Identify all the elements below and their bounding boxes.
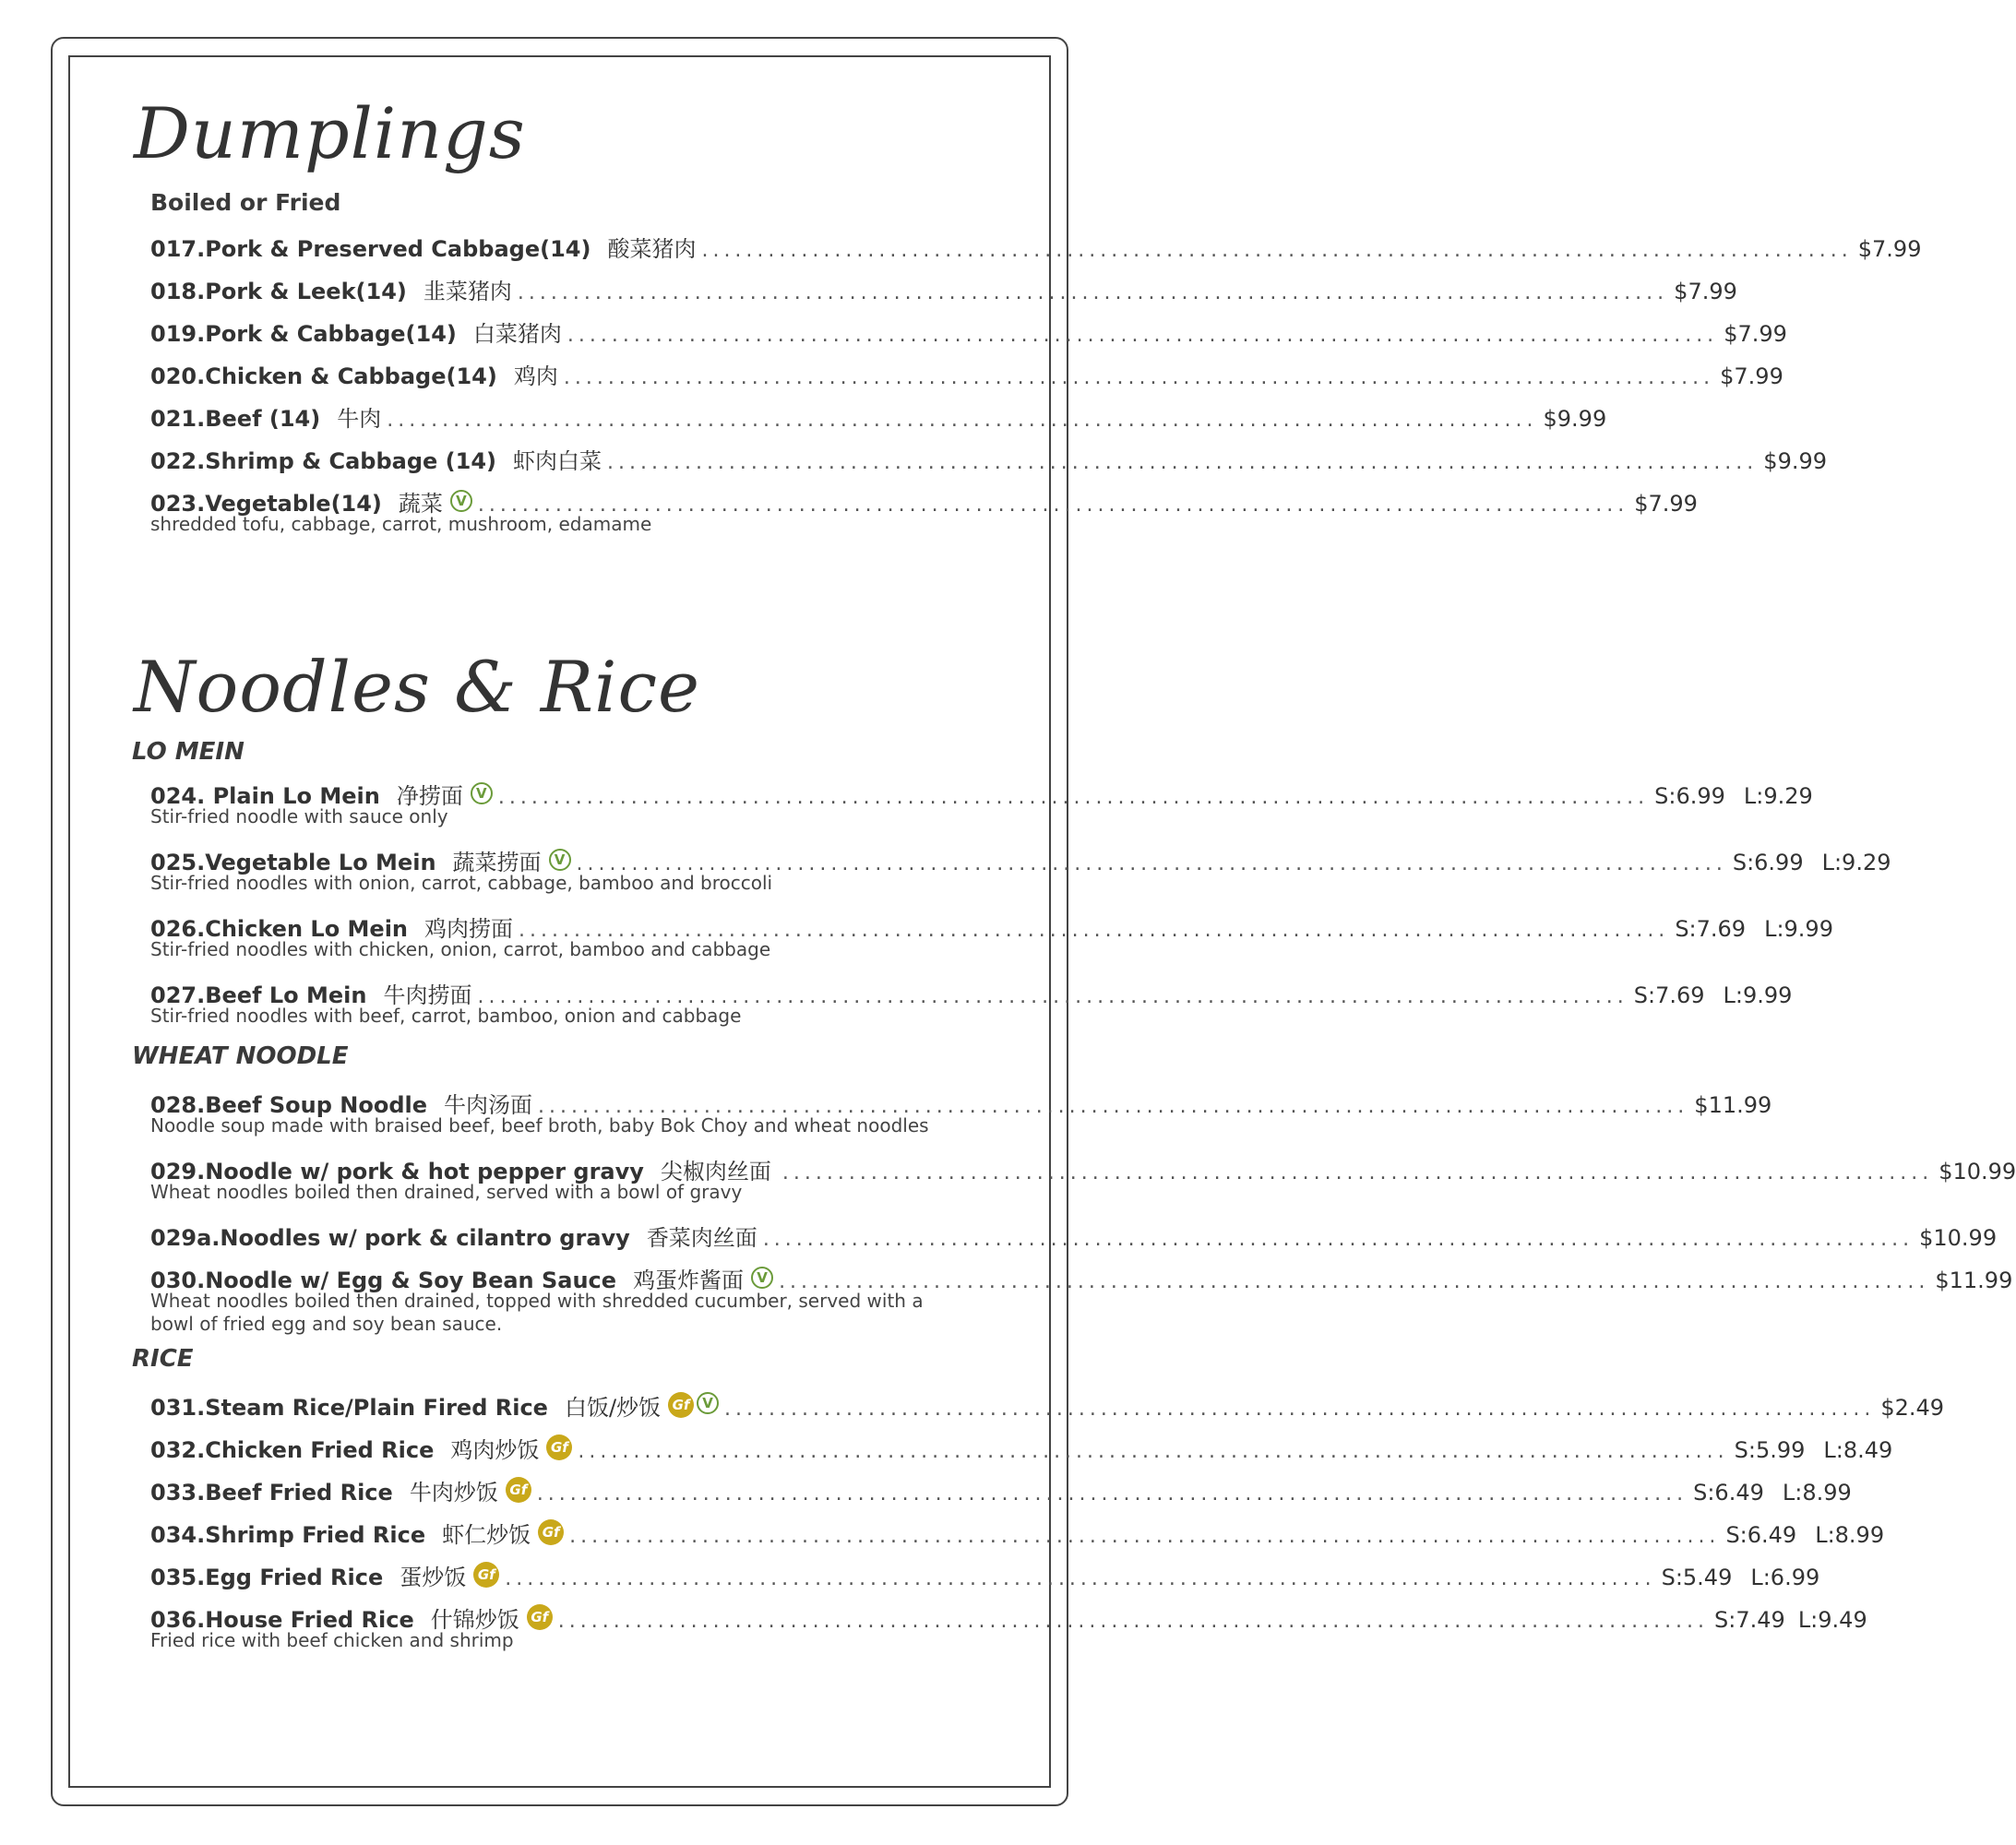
item-chinese-name: 牛肉 [337,406,382,432]
item-name: 029a.Noodles w/ pork & cilantro gravy [150,1225,630,1251]
item-chinese-name: 净捞面 [396,783,463,809]
menu-item-028 [150,1087,1772,1137]
item-price-small: S:6.49 [1693,1480,1764,1506]
item-price: $2.49 [1880,1395,1945,1421]
item-name: 022.Shrimp & Cabbage (14) [150,448,496,474]
leader-dots: ........................................................................................................ [781,1161,1934,1184]
item-price: $11.99 [1694,1092,1772,1118]
item-name: 029.Noodle w/ pork & hot pepper gravy [150,1159,644,1184]
item-price-large: L:6.99 [1750,1565,1820,1590]
leader-dots: ........................................................................................................ [557,1610,1710,1633]
leader-dots: ........................................................................................................ [607,451,1759,474]
dumplings-title: Dumplings [134,92,526,174]
leader-dots: ........................................................................................................ [779,1270,1930,1293]
item-price-small: S:5.49 [1661,1565,1733,1590]
item-chinese-name: 蔬菜 [398,491,443,517]
item-name: 028.Beef Soup Noodle [150,1092,427,1118]
item-price: $11.99 [1935,1268,2013,1293]
item-chinese-name: 虾仁炒饭 [442,1522,531,1548]
item-chinese-name: 牛肉汤面 [444,1092,532,1118]
item-price: $7.99 [1674,279,1737,304]
menu-item-020 [150,358,1783,389]
menu-item-029 [150,1153,2016,1204]
leader-dots: ........................................................................................................ [762,1228,1915,1251]
gluten-free-icon: Gf [538,1519,564,1545]
item-chinese-name: 鸡肉捞面 [424,916,514,942]
item-price-small: S:5.99 [1734,1437,1806,1463]
leader-dots: ........................................................................................................ [387,409,1538,432]
item-price: $9.99 [1543,406,1607,432]
menu-item-023 [150,485,1698,536]
leader-dots: ........................................................................................................ [563,366,1715,389]
item-name: 017.Pork & Preserved Cabbage(14) [150,236,591,262]
item-description: Wheat noodles boiled then drained, served with a bowl of gravy [150,1181,743,1203]
leader-dots: ........................................................................................................ [497,786,1650,809]
menu-item-033 [150,1474,1852,1506]
item-chinese-name: 牛肉炒饭 [409,1480,498,1506]
item-price-small: S:6.99 [1654,783,1725,809]
item-name: 035.Egg Fried Rice [150,1565,384,1590]
item-chinese-name: 白菜猪肉 [472,321,562,347]
item-price-large: L:9.99 [1764,916,1833,942]
vegetarian-icon: V [450,490,472,512]
item-name: 019.Pork & Cabbage(14) [150,321,457,347]
item-chinese-name: 白饭/炒饭 [564,1395,662,1421]
item-description: Fried rice with beef chicken and shrimp [150,1629,514,1651]
item-price: $10.99 [1938,1159,2016,1184]
rice-heading: RICE [132,1345,194,1373]
menu-item-025 [150,844,1891,895]
item-price: $7.99 [1720,363,1783,389]
dumplings-subtitle: Boiled or Fried [150,189,341,216]
menu-item-029a [150,1220,1998,1251]
vegetarian-icon: V [751,1267,773,1289]
item-price: $9.99 [1763,448,1828,474]
item-description: Noodle soup made with braised beef, beef broth, baby Bok Choy and wheat noodles [150,1114,929,1137]
item-chinese-name: 蔬菜捞面 [452,850,542,875]
wheat-noodle-heading: WHEAT NOODLE [132,1042,349,1070]
item-name: 025.Vegetable Lo Mein [150,850,436,875]
leader-dots: ........................................................................................................ [578,1440,1729,1463]
gluten-free-icon: Gf [506,1477,531,1503]
noodles-rice-title: Noodles & Rice [134,646,700,728]
item-price-small: S:6.99 [1732,850,1804,875]
menu-item-018 [150,273,1737,304]
item-name: 020.Chicken & Cabbage(14) [150,363,497,389]
item-name: 018.Pork & Leek(14) [150,279,407,304]
leader-dots: ........................................................................................................ [477,985,1628,1008]
item-price: $7.99 [1724,321,1787,347]
leader-dots: ........................................................................................................ [576,852,1727,875]
item-price-large: L:8.99 [1815,1522,1885,1548]
menu-item-021 [150,400,1607,432]
menu-item-035 [150,1559,1820,1590]
vegetarian-icon: V [471,782,493,804]
item-chinese-name: 尖椒肉丝面 [660,1159,771,1184]
item-name: 033.Beef Fried Rice [150,1480,393,1506]
leader-dots: ........................................................................................................ [519,919,1670,942]
menu-item-031 [150,1389,1945,1421]
item-price: $10.99 [1919,1225,1998,1251]
item-chinese-name: 蛋炒饭 [400,1565,467,1590]
item-description: Wheat noodles boiled then drained, topped with shredded cucumber, served with a bowl of fried egg and soy bean sauce. [150,1290,924,1335]
item-description: Stir-fried noodles with beef, carrot, bamboo, onion and cabbage [150,1005,742,1027]
item-name: 027.Beef Lo Mein [150,982,367,1008]
vegetarian-icon: V [697,1392,719,1414]
item-chinese-name: 牛肉捞面 [383,982,472,1008]
item-price: $7.99 [1634,491,1698,517]
leader-dots: ........................................................................................................ [569,1525,1721,1548]
item-name: 023.Vegetable(14) [150,491,382,517]
item-name: 036.House Fried Rice [150,1607,414,1633]
leader-dots: ........................................................................................................ [477,494,1629,517]
item-chinese-name: 香菜肉丝面 [646,1225,757,1251]
menu-item-026 [150,911,1833,961]
gluten-free-icon: Gf [546,1434,572,1460]
item-price-large: L:9.29 [1743,783,1813,809]
lo-mein-heading: LO MEIN [132,738,245,766]
item-description: shredded tofu, cabbage, carrot, mushroom, edamame [150,513,652,535]
item-name: 024. Plain Lo Mein [150,783,380,809]
item-chinese-name: 什锦炒饭 [430,1607,519,1633]
item-price-large: L:9.29 [1821,850,1891,875]
menu-item-027 [150,977,1793,1028]
item-description: Stir-fried noodles with onion, carrot, cabbage, bamboo and broccoli [150,872,773,894]
gluten-free-icon: Gf [473,1562,499,1588]
menu-item-034 [150,1517,1885,1548]
menu-item-024 [150,778,1813,828]
vegetarian-icon: V [549,849,571,871]
item-chinese-name: 韭菜猪肉 [423,279,512,304]
item-chinese-name: 酸菜猪肉 [607,236,697,262]
item-chinese-name: 鸡蛋炸酱面 [633,1268,745,1293]
leader-dots: ........................................................................................................ [517,281,1669,304]
item-chinese-name: 鸡肉炒饭 [450,1437,540,1463]
leader-dots: ........................................................................................................ [567,324,1719,347]
leader-dots: ........................................................................................................ [724,1398,1876,1421]
item-name: 026.Chicken Lo Mein [150,916,409,942]
menu-item-022 [150,443,1828,474]
leader-dots: ........................................................................................................ [536,1482,1688,1506]
menu-item-030 [150,1262,2013,1336]
item-name: 034.Shrimp Fried Rice [150,1522,426,1548]
item-name: 031.Steam Rice/Plain Fired Rice [150,1395,548,1421]
item-chinese-name: 鸡肉 [513,363,558,389]
menu-item-032 [150,1432,1893,1463]
leader-dots: ........................................................................................................ [538,1095,1689,1118]
item-price-small: S:6.49 [1725,1522,1797,1548]
menu-item-017 [150,231,1922,262]
gluten-free-icon: Gf [668,1392,694,1418]
leader-dots: ........................................................................................................ [701,239,1853,262]
item-price-large: L:9.99 [1723,982,1793,1008]
item-name: 032.Chicken Fried Rice [150,1437,435,1463]
item-price-small: S:7.49 [1714,1607,1785,1633]
item-chinese-name: 虾肉白菜 [513,448,602,474]
item-price-large: L:8.99 [1782,1480,1852,1506]
item-price-large: L:9.49 [1797,1607,1867,1633]
item-name: 021.Beef (14) [150,406,321,432]
item-price-small: S:7.69 [1633,982,1705,1008]
item-name: 030.Noodle w/ Egg & Soy Bean Sauce [150,1268,617,1293]
menu-item-036 [150,1601,1867,1652]
item-price-small: S:7.69 [1675,916,1747,942]
item-description: Stir-fried noodles with chicken, onion, carrot, bamboo and cabbage [150,938,771,960]
item-price: $7.99 [1857,236,1922,262]
gluten-free-icon: Gf [527,1604,553,1630]
item-description: Stir-fried noodle with sauce only [150,805,448,827]
leader-dots: ........................................................................................................ [505,1567,1656,1590]
menu-item-019 [150,315,1787,347]
item-price-large: L:8.49 [1823,1437,1893,1463]
